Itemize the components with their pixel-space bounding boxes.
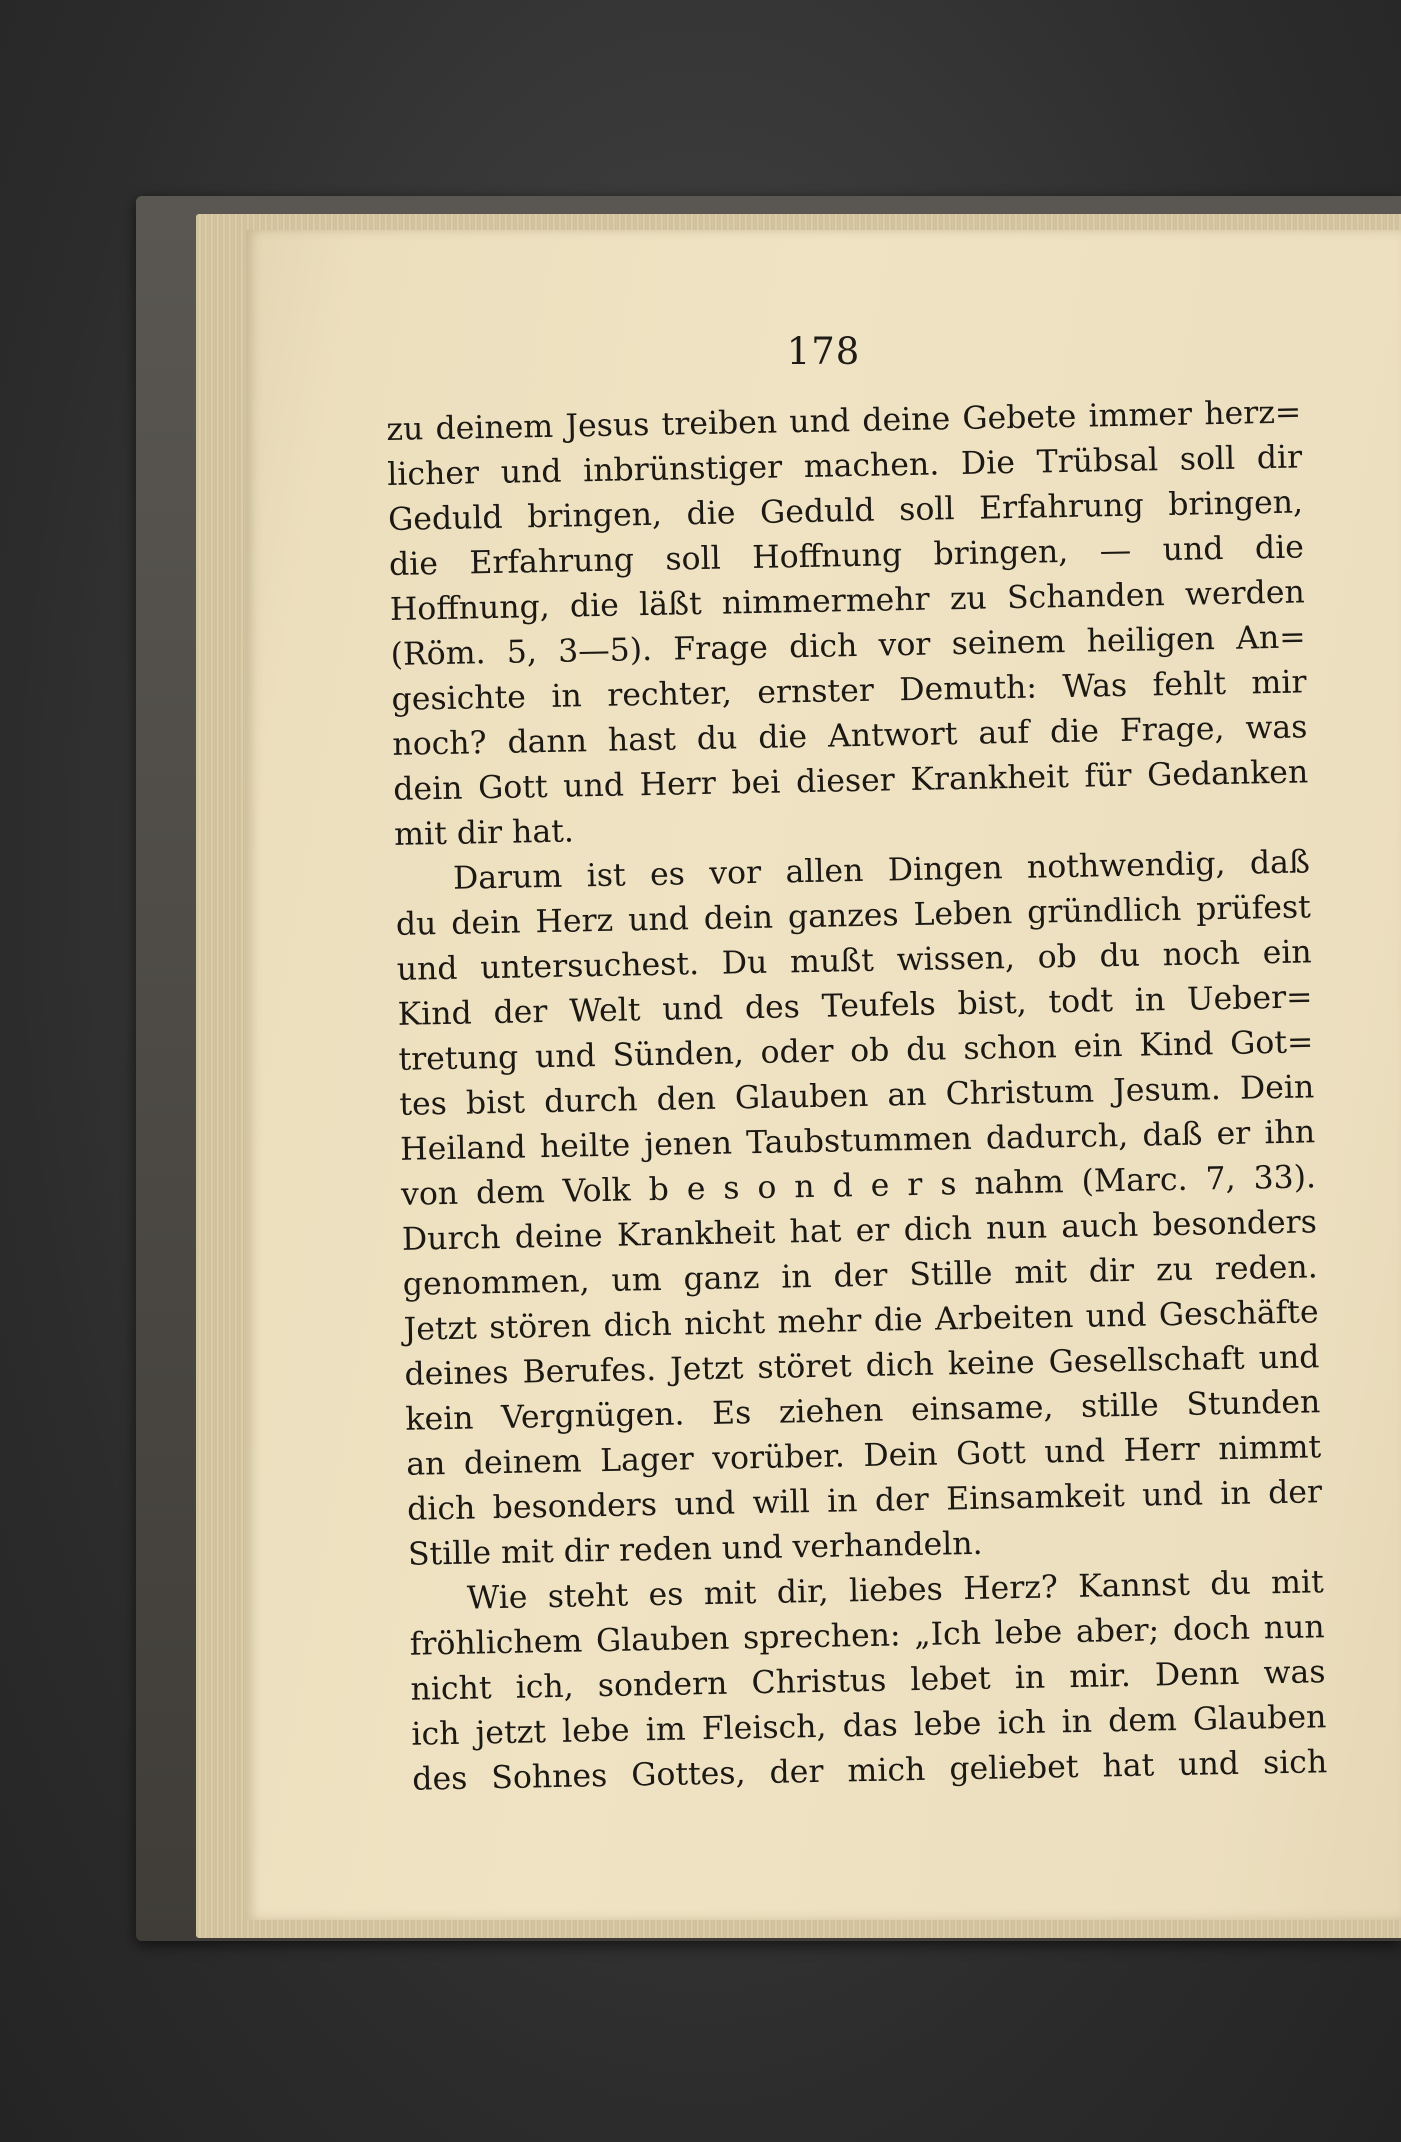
text-line: von dem Volk b e s o n d e r s nahm (Marc. 7, 33). bbox=[400, 1159, 1317, 1213]
text-line: des Sohnes Gottes, der mich geliebet hat und sich bbox=[411, 1744, 1328, 1798]
text-line: (Röm. 5, 3—5). Frage dich vor seinem heiligen An= bbox=[390, 619, 1306, 673]
text-line: Kind der Welt und des Teufels bist, todt in Ueber= bbox=[397, 979, 1313, 1033]
text-line: gesichte in rechter, ernster Demuth: Was fehlt mir bbox=[391, 664, 1307, 718]
text-line: Heiland heilte jenen Taubstummen dadurch, daß er ihn bbox=[399, 1114, 1316, 1168]
text-line: dich besonders und will in der Einsamkeit und in der bbox=[406, 1474, 1323, 1528]
book-page bbox=[246, 230, 1401, 1920]
text-line: fröhlichem Glauben sprechen: „Ich lebe aber; doch nun bbox=[409, 1609, 1325, 1663]
page-number: 178 bbox=[786, 330, 861, 373]
text-line: kein Vergnügen. Es ziehen einsame, stille Stunden bbox=[405, 1384, 1321, 1438]
text-line: Durch deine Krankheit hat er dich nun auch besonders bbox=[401, 1204, 1318, 1258]
body-text bbox=[386, 390, 1328, 1802]
text-line: die Erfahrung soll Hoffnung bringen, — und die bbox=[388, 529, 1305, 583]
text-line: und untersuchest. Du mußt wissen, ob du noch ein bbox=[396, 934, 1312, 988]
text-line: Hoffnung, die läßt nimmermehr zu Schanden werden bbox=[389, 574, 1306, 628]
text-line: nicht ich, sondern Christus lebet in mir. Denn was bbox=[410, 1654, 1326, 1708]
text-line: an deinem Lager vorüber. Dein Gott und Herr nimmt bbox=[405, 1429, 1322, 1483]
text-line: tretung und Sünden, oder ob du schon ein Kind Got= bbox=[398, 1024, 1314, 1078]
text-line: tes bist durch den Glauben an Christum Jesum. Dein bbox=[399, 1069, 1315, 1123]
text-line: Jetzt stören dich nicht mehr die Arbeiten und Geschäfte bbox=[403, 1294, 1319, 1348]
text-line: Geduld bringen, die Geduld soll Erfahrung bringen, bbox=[387, 484, 1304, 538]
text-line: Stille mit dir reden und verhandeln. bbox=[407, 1525, 983, 1573]
text-line: zu deinem Jesus treiben und deine Gebete immer herz= bbox=[386, 394, 1302, 448]
text-line: mit dir hat. bbox=[393, 813, 575, 853]
text-line: genommen, um ganz in der Stille mit dir zu reden. bbox=[402, 1249, 1319, 1303]
text-line: deines Berufes. Jetzt störet dich keine Gesellschaft und bbox=[404, 1339, 1320, 1393]
text-line: noch? dann hast du die Antwort auf die Frage, was bbox=[392, 709, 1308, 763]
text-line: dein Gott und Herr bei dieser Krankheit für Gedanken bbox=[392, 754, 1309, 808]
text-line: licher und inbrünstiger machen. Die Trübsal soll dir bbox=[386, 439, 1303, 493]
text-line: du dein Herz und dein ganzes Leben gründlich prüfest bbox=[395, 889, 1312, 943]
text-line: Darum ist es vor allen Dingen nothwendig, daß bbox=[452, 844, 1311, 897]
text-line: ich jetzt lebe im Fleisch, das lebe ich in dem Glauben bbox=[411, 1699, 1327, 1753]
text-line: Wie steht es mit dir, liebes Herz? Kannst du mit bbox=[466, 1564, 1325, 1617]
